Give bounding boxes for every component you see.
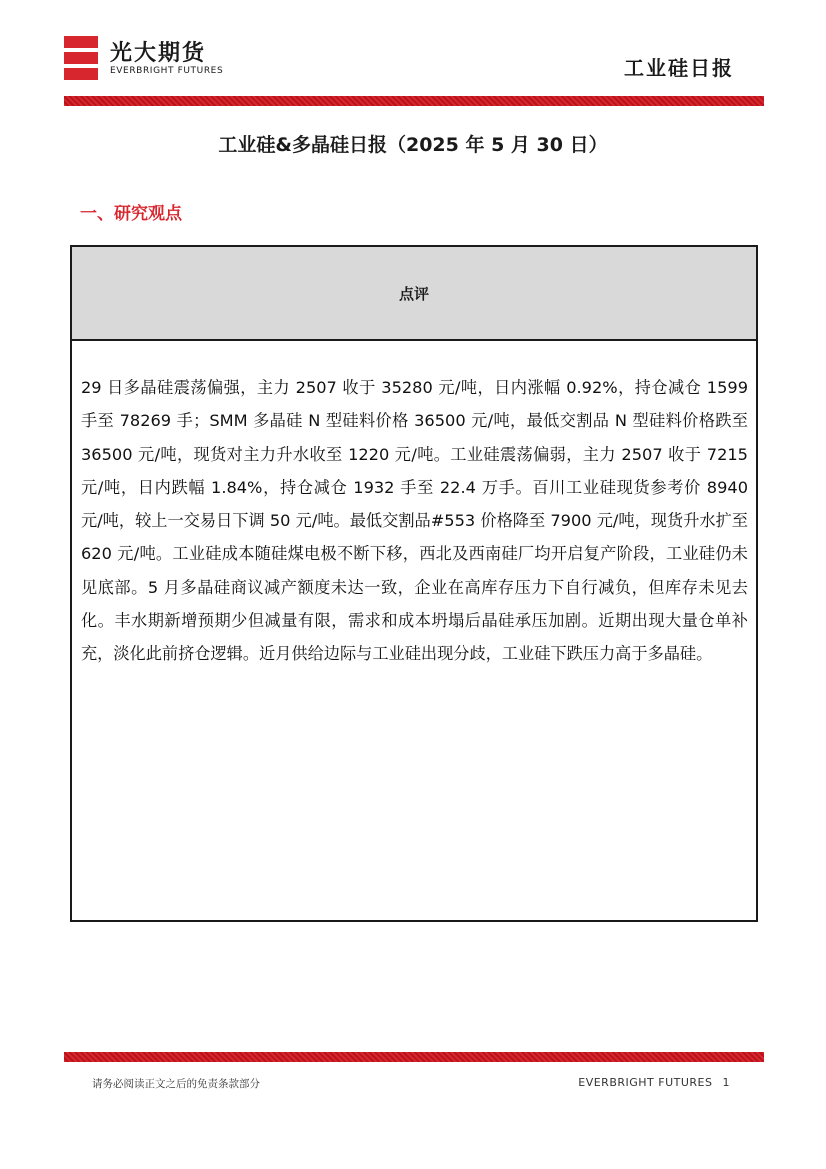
logo-text-cn: 光大期货 [110, 41, 207, 66]
footer-disclaimer: 请务必阅读正文之后的免责条款部分 [92, 1078, 260, 1090]
commentary-table-header: 点评 [72, 247, 756, 341]
header-divider [64, 96, 764, 106]
logo-mark-icon [64, 36, 98, 80]
section-heading: 一、研究观点 [80, 204, 182, 224]
footer-company [578, 1076, 730, 1089]
logo-text-en: EVERBRIGHT FUTURES [110, 66, 224, 76]
commentary-text: 29 日多晶硅震荡偏强，主力 2507 收于 35280 元/吨，日内涨幅 0.92%，持仓减仓 1599 手至 78269 手；SMM 多晶硅 N 型硅料价格 36500 元/吨，最低交割品 N 型硅料价格跌至 36500 元/吨，现货对主力升水收至 1220 元/吨。工业硅震荡偏弱，主力 2507 收于 7215 元/吨，日内跌幅 1.84%，持仓减仓 1932 手至 22.4 万手。百川工业硅现货参考价 8940 元/吨，较上一交易日下调 50 元/吨。最低交割品#553 价格降至 7900 元/吨，现货升水扩至 620 元/吨。工业硅成本随硅煤电极不断下移，西北及西南硅厂均开启复产阶段，工业硅仍未见底部。5 月多晶硅商议减产额度未达一致，企业在高库存压力下自行减负，但库存未见去化。丰水期新增预期少但减量有限，需求和成本坍塌后晶硅承压加剧。近期出现大量仓单补充，淡化此前挤仓逻辑。近月供给边际与工业硅出现分歧，工业硅下跌压力高于多晶硅。 [81, 378, 748, 664]
report-type-title: 工业硅日报 [624, 56, 734, 80]
commentary-table [70, 245, 758, 922]
document-title: 工业硅&多晶硅日报（2025 年 5 月 30 日） [218, 134, 608, 156]
company-logo [64, 36, 244, 82]
page-number: 1 [722, 1076, 730, 1089]
footer-company-name: EVERBRIGHT FUTURES [578, 1076, 713, 1089]
footer-divider [64, 1052, 764, 1062]
